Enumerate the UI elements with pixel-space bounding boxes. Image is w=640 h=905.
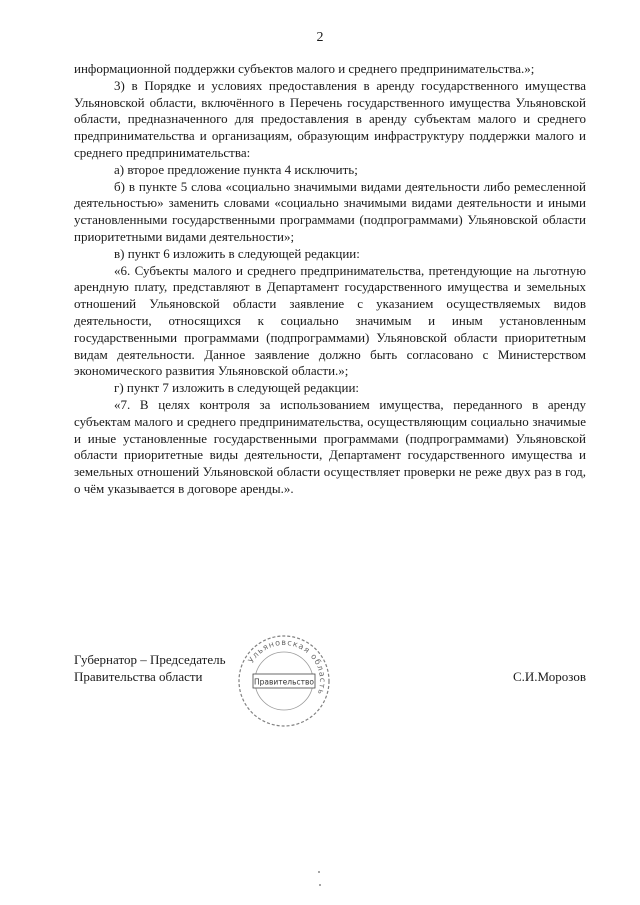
signatory-title — [74, 651, 226, 685]
page-number: 2 — [316, 30, 324, 45]
paragraph: б) в пункте 5 слова «социально значимыми видами деятельности либо ремесленной деятельностью» заменить словами «социально значимыми видами деятельности и иными установленными государственными программами (подпрограммами) Ульяновской области приоритетными видами деятельности»; — [74, 178, 586, 244]
paragraph: «6. Субъекты малого и среднего предпринимательства, претендующие на льготную арендную плату, представляют в Департамент государственного имущества и земельных отношений Ульяновской области заявление с указанием осуществляемых видов деятельности, относящихся к социально значимым и иным установленным государственными программами (подпрограммами) Ульяновской области приоритетным видам деятельности. Данное заявление должно быть согласовано с Министерством экономического развития Ульяновской области.»; — [74, 262, 586, 379]
paragraph: информационной поддержки субъектов малого и среднего предпринимательства.»; — [74, 61, 535, 76]
official-seal-stamp — [236, 633, 332, 729]
signatory-name: С.И.Морозов — [513, 669, 586, 684]
seal-outer-text: Ульяновская область — [246, 637, 328, 697]
paragraph: в) пункт 6 изложить в следующей редакции: — [114, 245, 360, 261]
scan-speck — [319, 884, 321, 886]
signatory-title-line: Правительства области — [74, 669, 203, 684]
document-body — [74, 61, 586, 498]
paragraph: 3) в Порядке и условиях предоставления в аренду государственного имущества Ульяновской области, включённого в Перечень государственного имущества Ульяновской области, предназначенного для предоставления в аренду субъектам малого и среднего предпринимательства и организациям, образующим инфраструктуру поддержки малого и среднего предпринимательства: — [74, 77, 586, 160]
seal-inner-text: Правительство — [254, 677, 314, 687]
paragraph: а) второе предложение пункта 4 исключить; — [114, 161, 358, 177]
signatory-title-line: Губернатор – Председатель — [74, 652, 226, 667]
scan-speck — [318, 871, 320, 873]
paragraph: «7. В целях контроля за использованием имущества, переданного в аренду субъектам малого и среднего предпринимательства, осуществляющим социально значимые и иные установленные государственными программами (подпрограммами) Ульяновской области приоритетные виды деятельности, Департамент государственного имущества и земельных отношений Ульяновской области осуществляет проверки не реже двух раз в год, о чём указывается в договоре аренды.». — [74, 396, 586, 496]
paragraph: г) пункт 7 изложить в следующей редакции: — [114, 380, 360, 396]
